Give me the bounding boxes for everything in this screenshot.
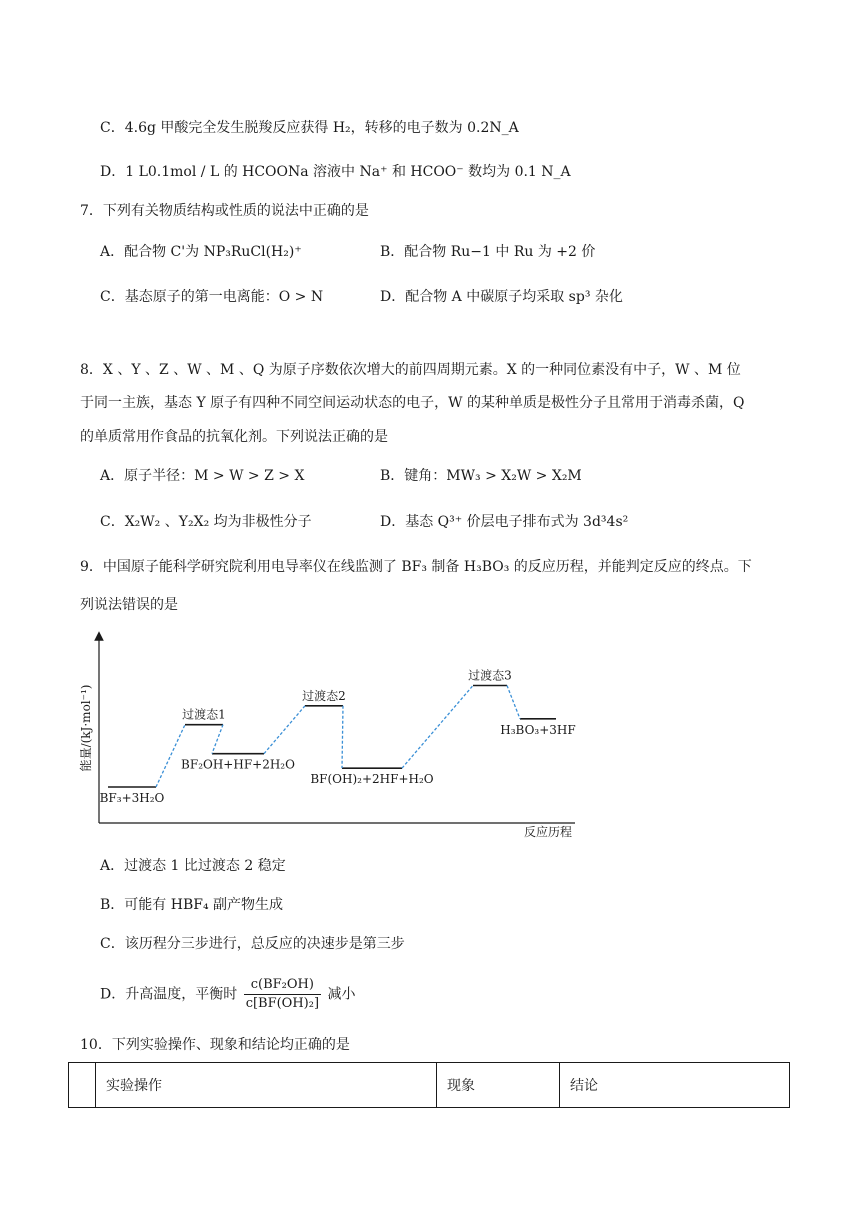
q7-stem: 7．下列有关物质结构或性质的说法中正确的是 [80, 203, 369, 219]
reaction-path-segment [342, 706, 343, 768]
transition-state-label: 过渡态1 [182, 707, 226, 722]
species-label: H₃BO₃+3HF [500, 722, 576, 737]
q8-option-c: C．X₂W₂ 、Y₂X₂ 均为非极性分子 [100, 514, 312, 530]
q9-stem-line2: 列说法错误的是 [80, 597, 178, 613]
species-label: BF₂OH+HF+2H₂O [181, 757, 295, 772]
q8-stem-line3: 的单质常用作食品的抗氧化剂。下列说法正确的是 [80, 429, 388, 445]
reaction-path-segment [402, 686, 473, 769]
header-index [69, 1063, 96, 1108]
y-axis-label: 能量/(kJ·mol⁻¹) [79, 684, 93, 772]
x-axis-label: 反应历程 [523, 825, 573, 839]
species-label: BF(OH)₂+2HF+H₂O [310, 772, 434, 787]
q7-option-d: D．配合物 A 中碳原子均采取 sp³ 杂化 [380, 289, 623, 305]
q9-option-a: A．过渡态 1 比过渡态 2 稳定 [100, 858, 286, 874]
ratio-numerator: c(BF₂OH) [244, 976, 321, 995]
energy-diagram [70, 628, 590, 843]
reaction-path-segment [212, 725, 223, 754]
q8-stem-line1: 8．X 、Y 、Z 、W 、M 、Q 为原子序数依次增大的前四周期元素。X 的一种同位素没有中子，W 、M 位 [80, 362, 741, 378]
transition-state-label: 过渡态3 [468, 668, 512, 683]
header-operation: 实验操作 [96, 1063, 437, 1108]
ratio-denominator: c[BF(OH)₂] [245, 996, 320, 1011]
q7-option-b: B．配合物 Ru−1 中 Ru 为 +2 价 [380, 244, 596, 260]
q10-stem: 10．下列实验操作、现象和结论均正确的是 [80, 1037, 350, 1053]
header-phenomenon: 现象 [437, 1063, 560, 1108]
reaction-path-segment [507, 686, 520, 719]
q9-option-d-suffix: 减小 [327, 986, 356, 1003]
q6-option-c: C．4.6g 甲酸完全发生脱羧反应获得 H₂，转移的电子数为 0.2N_A [100, 120, 519, 136]
q8-option-b: B．键角：MW₃ > X₂W > X₂M [380, 468, 582, 484]
q9-option-d-prefix: D．升高温度，平衡时 [100, 986, 238, 1003]
reaction-path-segment [264, 706, 305, 754]
q7-option-a: A．配合物 C'为 NP₃RuCl(H₂)⁺ [100, 244, 302, 260]
header-conclusion: 结论 [560, 1063, 790, 1108]
concentration-ratio [244, 976, 321, 1013]
q8-option-d: D．基态 Q³⁺ 价层电子排布式为 3d³4s² [380, 514, 629, 530]
table-header-row [69, 1063, 790, 1108]
q9-option-b: B．可能有 HBF₄ 副产物生成 [100, 897, 284, 913]
q9-option-d [100, 976, 356, 1013]
q8-option-a: A．原子半径：M > W > Z > X [100, 468, 305, 484]
q7-option-c: C．基态原子的第一电离能：O > N [100, 289, 324, 305]
q6-option-d: D．1 L0.1mol / L 的 HCOONa 溶液中 Na⁺ 和 HCOO⁻ 数均为 0.1 N_A [100, 164, 571, 180]
experiment-table [68, 1062, 790, 1108]
reaction-path-segment [156, 725, 185, 787]
q8-stem-line2: 于同一主族，基态 Y 原子有四种不同空间运动状态的电子，W 的某种单质是极性分子且常用于消毒杀菌，Q [80, 395, 745, 411]
species-label: BF₃+3H₂O [99, 791, 165, 805]
q9-stem-line1: 9．中国原子能科学研究院利用电导率仪在线监测了 BF₃ 制备 H₃BO₃ 的反应历程，并能判定反应的终点。下 [80, 559, 752, 575]
transition-state-label: 过渡态2 [302, 688, 346, 703]
q9-option-c: C．该历程分三步进行，总反应的决速步是第三步 [100, 936, 405, 952]
